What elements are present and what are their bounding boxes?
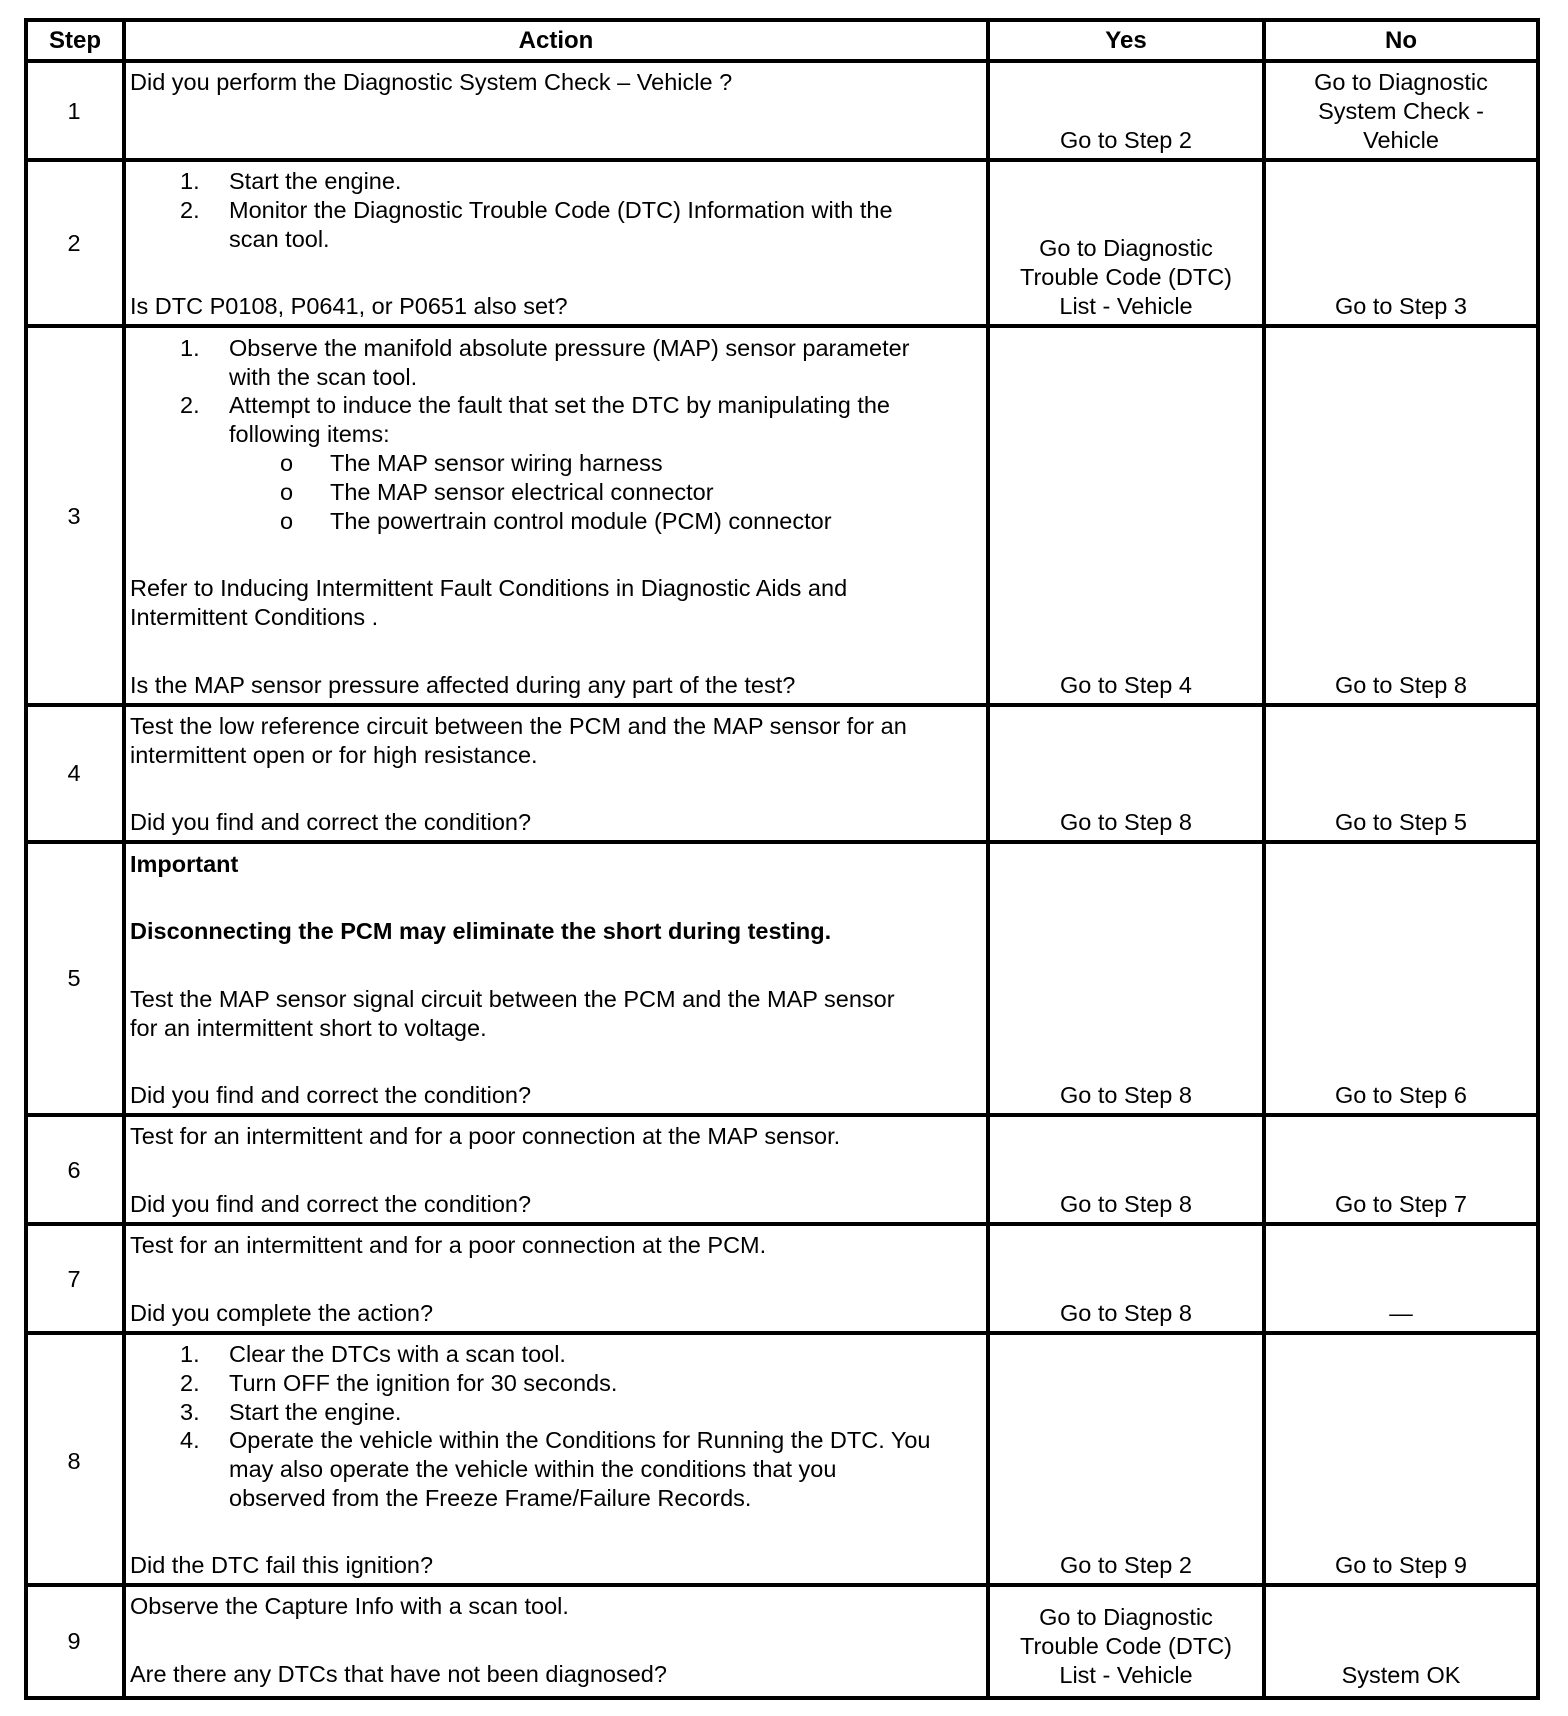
step-number: 8 xyxy=(67,1448,81,1474)
no-link[interactable]: Go to Diagnostic xyxy=(1314,69,1488,95)
no-link[interactable]: Go to Step 7 xyxy=(1335,1191,1467,1217)
sub-item: The powertrain control module (PCM) connector xyxy=(330,508,832,534)
action-text: intermittent open or for high resistance. xyxy=(130,742,538,768)
action-question: Did you find and correct the condition? xyxy=(130,1191,532,1217)
action-question: Did you find and correct the condition? xyxy=(130,1082,532,1108)
list-number: 2. xyxy=(180,1370,200,1396)
yes-link[interactable]: Go to Diagnostic xyxy=(1039,235,1213,261)
row-divider xyxy=(24,1583,1540,1587)
row-divider xyxy=(24,1331,1540,1335)
yes-link[interactable]: Go to Step 8 xyxy=(1060,1300,1192,1326)
action-question: Is DTC P0108, P0641, or P0651 also set? xyxy=(130,293,568,319)
row-divider xyxy=(24,158,1540,162)
list-item: scan tool. xyxy=(229,226,330,252)
yes-link[interactable]: List - Vehicle xyxy=(1059,1662,1193,1688)
sub-item: The MAP sensor wiring harness xyxy=(330,450,663,476)
no-value: System OK xyxy=(1341,1662,1461,1688)
action-question: Did you complete the action? xyxy=(130,1300,434,1326)
bullet-icon: o xyxy=(280,508,294,534)
no-value: — xyxy=(1389,1300,1413,1326)
step-number: 1 xyxy=(67,98,81,124)
step-number: 3 xyxy=(67,503,81,529)
list-number: 2. xyxy=(180,197,200,223)
action-text: Test the MAP sensor signal circuit between the PCM and the MAP sensor xyxy=(130,986,895,1012)
row-divider xyxy=(24,840,1540,844)
action-text: Test for an intermittent and for a poor connection at the PCM. xyxy=(130,1232,767,1258)
list-item: Start the engine. xyxy=(229,168,402,194)
step-number: 5 xyxy=(67,965,81,991)
row-divider xyxy=(24,703,1540,707)
row-divider xyxy=(24,59,1540,63)
action-text: Test the low reference circuit between the PCM and the MAP sensor for an xyxy=(130,713,907,739)
step-number: 4 xyxy=(67,760,81,786)
yes-link[interactable]: Trouble Code (DTC) xyxy=(1020,1633,1232,1659)
action-text: for an intermittent short to voltage. xyxy=(130,1015,487,1041)
step-number: 7 xyxy=(67,1266,81,1292)
action-question: Did the DTC fail this ignition? xyxy=(130,1552,434,1578)
list-item: Start the engine. xyxy=(229,1399,402,1425)
list-number: 1. xyxy=(180,168,200,194)
no-link[interactable]: Go to Step 8 xyxy=(1335,672,1467,698)
list-number: 3. xyxy=(180,1399,200,1425)
row-divider xyxy=(24,18,1540,22)
no-link[interactable]: Go to Step 3 xyxy=(1335,293,1467,319)
list-number: 4. xyxy=(180,1427,200,1453)
important-warning: Disconnecting the PCM may eliminate the short during testing. xyxy=(130,918,832,944)
no-link[interactable]: Vehicle xyxy=(1363,127,1439,153)
row-divider xyxy=(24,1222,1540,1226)
header-no: No xyxy=(1385,27,1417,54)
yes-link[interactable]: Go to Step 8 xyxy=(1060,809,1192,835)
yes-link[interactable]: Go to Step 8 xyxy=(1060,1082,1192,1108)
yes-link[interactable]: Go to Diagnostic xyxy=(1039,1604,1213,1630)
step-number: 6 xyxy=(67,1157,81,1183)
yes-link[interactable]: Go to Step 8 xyxy=(1060,1191,1192,1217)
header-step: Step xyxy=(48,27,101,54)
action-note: Refer to Inducing Intermittent Fault Conditions in Diagnostic Aids and xyxy=(130,575,848,601)
list-item: following items: xyxy=(229,421,390,447)
list-item: Monitor the Diagnostic Trouble Code (DTC) Information with the xyxy=(229,197,893,223)
list-number: 1. xyxy=(180,1341,200,1367)
step-number: 9 xyxy=(67,1628,81,1654)
yes-link[interactable]: Trouble Code (DTC) xyxy=(1020,264,1232,290)
step-number: 2 xyxy=(67,230,81,256)
action-question: Did you find and correct the condition? xyxy=(130,809,532,835)
list-item: Operate the vehicle within the Conditions for Running the DTC. You xyxy=(229,1427,931,1453)
important-label: Important xyxy=(130,851,239,877)
list-item: Observe the manifold absolute pressure (MAP) sensor parameter xyxy=(229,335,910,361)
action-note: Intermittent Conditions . xyxy=(130,604,379,630)
no-link[interactable]: System Check - xyxy=(1318,98,1484,124)
no-link[interactable]: Go to Step 9 xyxy=(1335,1552,1467,1578)
sub-item: The MAP sensor electrical connector xyxy=(330,479,714,505)
yes-link[interactable]: Go to Step 2 xyxy=(1060,1552,1192,1578)
yes-link[interactable]: List - Vehicle xyxy=(1059,293,1193,319)
column-divider xyxy=(1262,18,1266,1700)
yes-link[interactable]: Go to Step 2 xyxy=(1060,127,1192,153)
list-item: Clear the DTCs with a scan tool. xyxy=(229,1341,566,1367)
action-question: Is the MAP sensor pressure affected during any part of the test? xyxy=(130,672,796,698)
header-action: Action xyxy=(518,27,594,54)
row-divider xyxy=(24,324,1540,328)
action-text: Did you perform the Diagnostic System Check – Vehicle ? xyxy=(130,69,733,95)
list-item: may also operate the vehicle within the conditions that you xyxy=(229,1456,837,1482)
row-divider xyxy=(24,1113,1540,1117)
action-question: Are there any DTCs that have not been diagnosed? xyxy=(130,1661,667,1687)
list-number: 2. xyxy=(180,392,200,418)
list-item: Attempt to induce the fault that set the DTC by manipulating the xyxy=(229,392,890,418)
action-text: Test for an intermittent and for a poor connection at the MAP sensor. xyxy=(130,1123,841,1149)
action-text: Observe the Capture Info with a scan tool. xyxy=(130,1593,569,1619)
list-item: observed from the Freeze Frame/Failure Records. xyxy=(229,1485,752,1511)
no-link[interactable]: Go to Step 5 xyxy=(1335,809,1467,835)
bullet-icon: o xyxy=(280,479,294,505)
header-yes: Yes xyxy=(1105,27,1147,54)
yes-link[interactable]: Go to Step 4 xyxy=(1060,672,1192,698)
bullet-icon: o xyxy=(280,450,294,476)
table-border-right xyxy=(1536,18,1540,1700)
no-link[interactable]: Go to Step 6 xyxy=(1335,1082,1467,1108)
list-number: 1. xyxy=(180,335,200,361)
list-item: with the scan tool. xyxy=(229,364,418,390)
table-border-bottom xyxy=(24,1696,1540,1700)
list-item: Turn OFF the ignition for 30 seconds. xyxy=(229,1370,618,1396)
